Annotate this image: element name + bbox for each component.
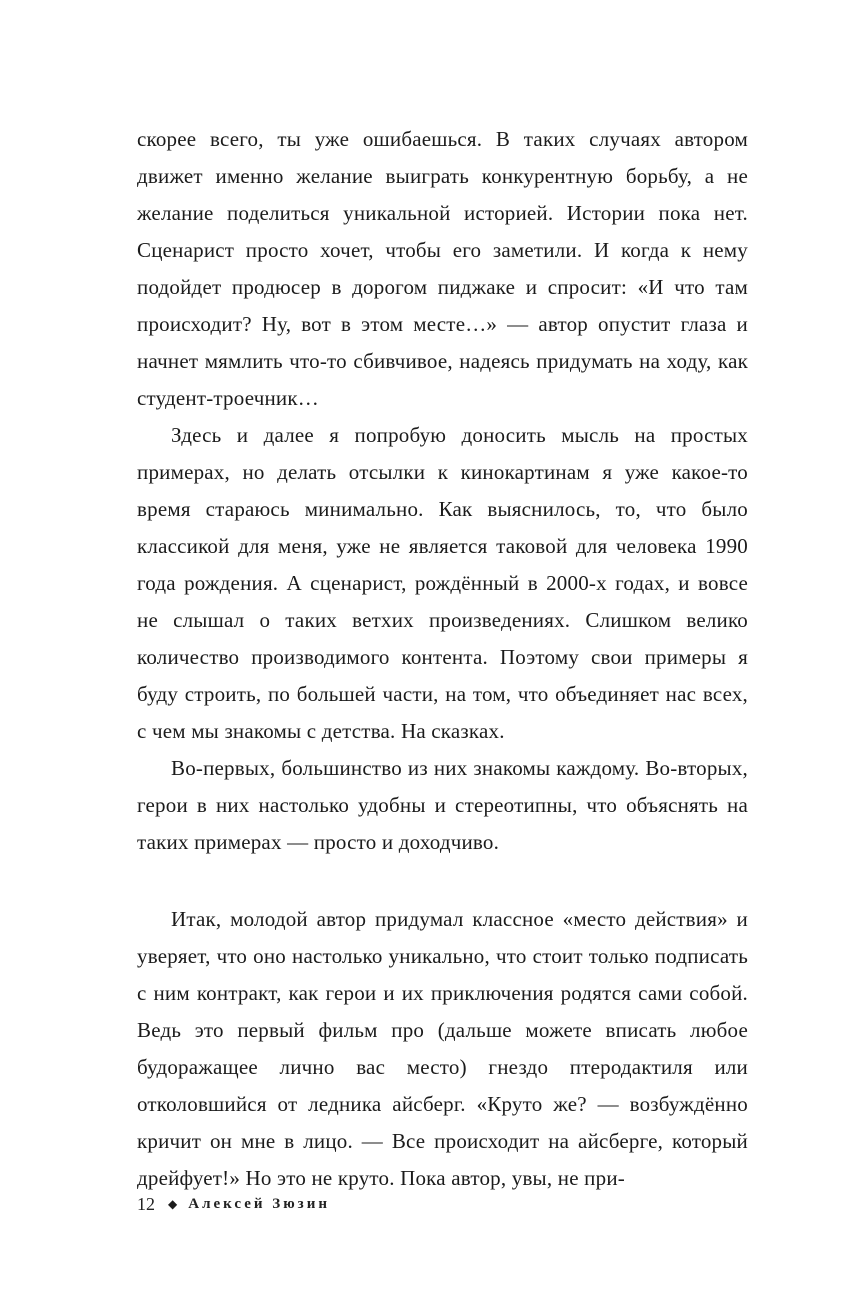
diamond-separator-icon: ◆: [168, 1197, 178, 1211]
paragraph-3: Во-первых, большинство из них знакомы каждому. Во-вторых, герои в них настолько удобны и стереотипны, что объяснять на таких примерах — просто и доходчиво.: [137, 756, 748, 854]
paragraph-4: Итак, молодой автор придумал классное «место действия» и уверяет, что оно настолько уникально, что стоит только подписать с ним контракт, как герои и их приключения родятся сами собой. Ведь это первый фильм про (дальше можете вписать любое будоражащее лично вас место) гнездо птеродактиля или отколовшийся от ледника айсберг. «Круто же? — возбуждённо кричит он мне в лицо. — Все происходит на айсберге, который дрейфует!» Но это не круто. Пока автор, увы, не при-: [137, 907, 748, 1190]
paragraph-2: Здесь и далее я попробую доносить мысль на простых примерах, но делать отсылки к кинокартинам я уже какое-то время стараюсь минимально. Как выяснилось, то, что было классикой для меня, уже не является таковой для человека 1990 года рождения. А сценарист, рождённый в 2000-х годах, и вовсе не слышал о таких ветхих произведениях. Слишком велико количество производимого контента. Поэтому свои примеры я буду строить, по большей части, на том, что объединяет нас всех, с чем мы знакомы с детства. На сказках.: [137, 423, 748, 743]
page-number: 12: [137, 1194, 155, 1214]
page-footer: [137, 1194, 330, 1215]
text-block: [137, 121, 748, 1197]
author-name: Алексей Зюзин: [188, 1196, 330, 1212]
paragraph-1: скорее всего, ты уже ошибаешься. В таких случаях автором движет именно желание выиграть конкурентную борьбу, а не желание поделиться уникальной историей. Истории пока нет. Сценарист просто хочет, чтобы его заметили. И когда к нему подойдет продюсер в дорогом пиджаке и спросит: «И что там происходит? Ну, вот в этом месте…» — автор опустит глаза и начнет мямлить что-то сбивчивое, надеясь придумать на ходу, как студент-троечник…: [137, 127, 748, 410]
